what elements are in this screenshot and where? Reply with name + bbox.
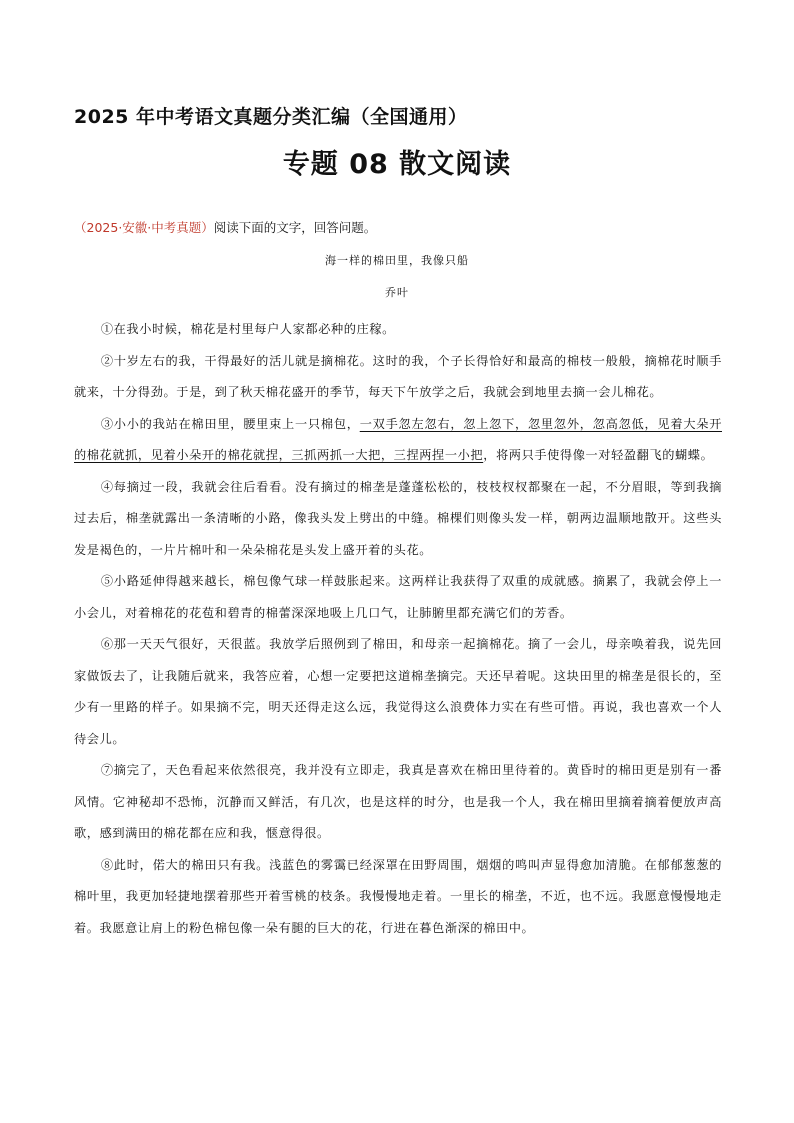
essay-body bbox=[74, 314, 722, 944]
paragraph-8: ⑧此时，偌大的棉田只有我。浅蓝色的雾霭已经深罩在田野周围，烟烟的鸣叫声显得愈加清脆。在郁郁葱葱的棉叶里，我更加轻捷地摆着那些开着雪桃的枝条。我慢慢地走着。一里长的棉垄，不近，也不远。我愿意慢慢地走着。我愿意让肩上的粉色棉包像一朵有腿的巨大的花，行进在暮色渐深的棉田中。 bbox=[74, 857, 722, 935]
topic-title: 专题 08 散文阅读 bbox=[282, 149, 512, 180]
paragraph-6: ⑥那一天天气很好，天很蓝。我放学后照例到了棉田，和母亲一起摘棉花。摘了一会儿，母亲唤着我，说先回家做饭去了，让我随后就来，我答应着，心想一定要把这道棉垄摘完。天还早着呢。这块田里的棉垄是很长的，至少有一里路的样子。如果摘不完，明天还得走这么远，我觉得这么浪费体力实在有些可惜。再说，我也喜欢一个人待会儿。 bbox=[74, 637, 722, 746]
paragraph-2: ②十岁左右的我，干得最好的活儿就是摘棉花。这时的我，个子长得恰好和最高的棉枝一般般，摘棉花时顺手就来，十分得劲。于是，到了秋天棉花盛开的季节，每天下午放学之后，我就会到地里去摘一会儿棉花。 bbox=[74, 353, 722, 399]
paragraph-7: ⑦摘完了，天色看起来依然很亮，我并没有立即走，我真是喜欢在棉田里待着的。黄昏时的棉田更是别有一番风情。它神秘却不恐怖，沉静而又鲜活，有几次，也是这样的时分，也是我一个人，我在棉田里摘着摘着便放声高歌，感到满田的棉花都在应和我，惬意得很。 bbox=[74, 763, 722, 840]
instruction-text: 阅读下面的文字，回答问题。 bbox=[213, 220, 377, 235]
source-open-paren: （ bbox=[74, 220, 87, 235]
paragraph-4: ④每摘过一段，我就会往后看看。没有摘过的棉垄是蓬蓬松松的，枝枝杈杈都聚在一起，不分眉眼，等到我摘过去后，棉垄就露出一条清晰的小路，像我头发上劈出的中缝。棉棵们则像头发一样，朝两边温顺地散开。这些头发是褐色的，一片片棉叶和一朵朵棉花是头发上盛开着的头花。 bbox=[74, 479, 722, 557]
essay-title: 海一样的棉田里，我像只船 bbox=[325, 254, 469, 267]
underlined-sentence: 一双手忽左忽右，忽上忽下，忽里忽外，忽高忽低，见着大朵开的棉花就抓，见着小朵开的棉花就捏，三抓两抓一大把，三捏两捏一小把 bbox=[74, 416, 722, 462]
essay-author: 乔叶 bbox=[385, 286, 409, 299]
question-prompt bbox=[74, 218, 376, 236]
paragraph-1: ①在我小时候，棉花是村里每户人家都必种的庄稼。 bbox=[100, 322, 395, 336]
source-close-paren: ） bbox=[201, 220, 214, 235]
paragraph-5: ⑤小路延伸得越来越长，棉包像气球一样鼓胀起来。这两样让我获得了双重的成就感。摘累了，我就会停上一小会儿，对着棉花的花苞和碧青的棉蕾深深地吸上几口气，让肺腑里都充满它们的芳香。 bbox=[74, 574, 722, 620]
paragraph-3-lead: ③小小的我站在棉田里，腰里束上一只棉包， bbox=[100, 416, 360, 431]
document-title: 2025 年中考语文真题分类汇编（全国通用） bbox=[74, 106, 468, 128]
paragraph-3-tail: ，将两只手使得像一对轻盈翻飞的蝴蝶。 bbox=[483, 448, 714, 462]
source-tag: 2025·安徽·中考真题 bbox=[86, 220, 202, 235]
paragraph-3 bbox=[74, 409, 722, 472]
